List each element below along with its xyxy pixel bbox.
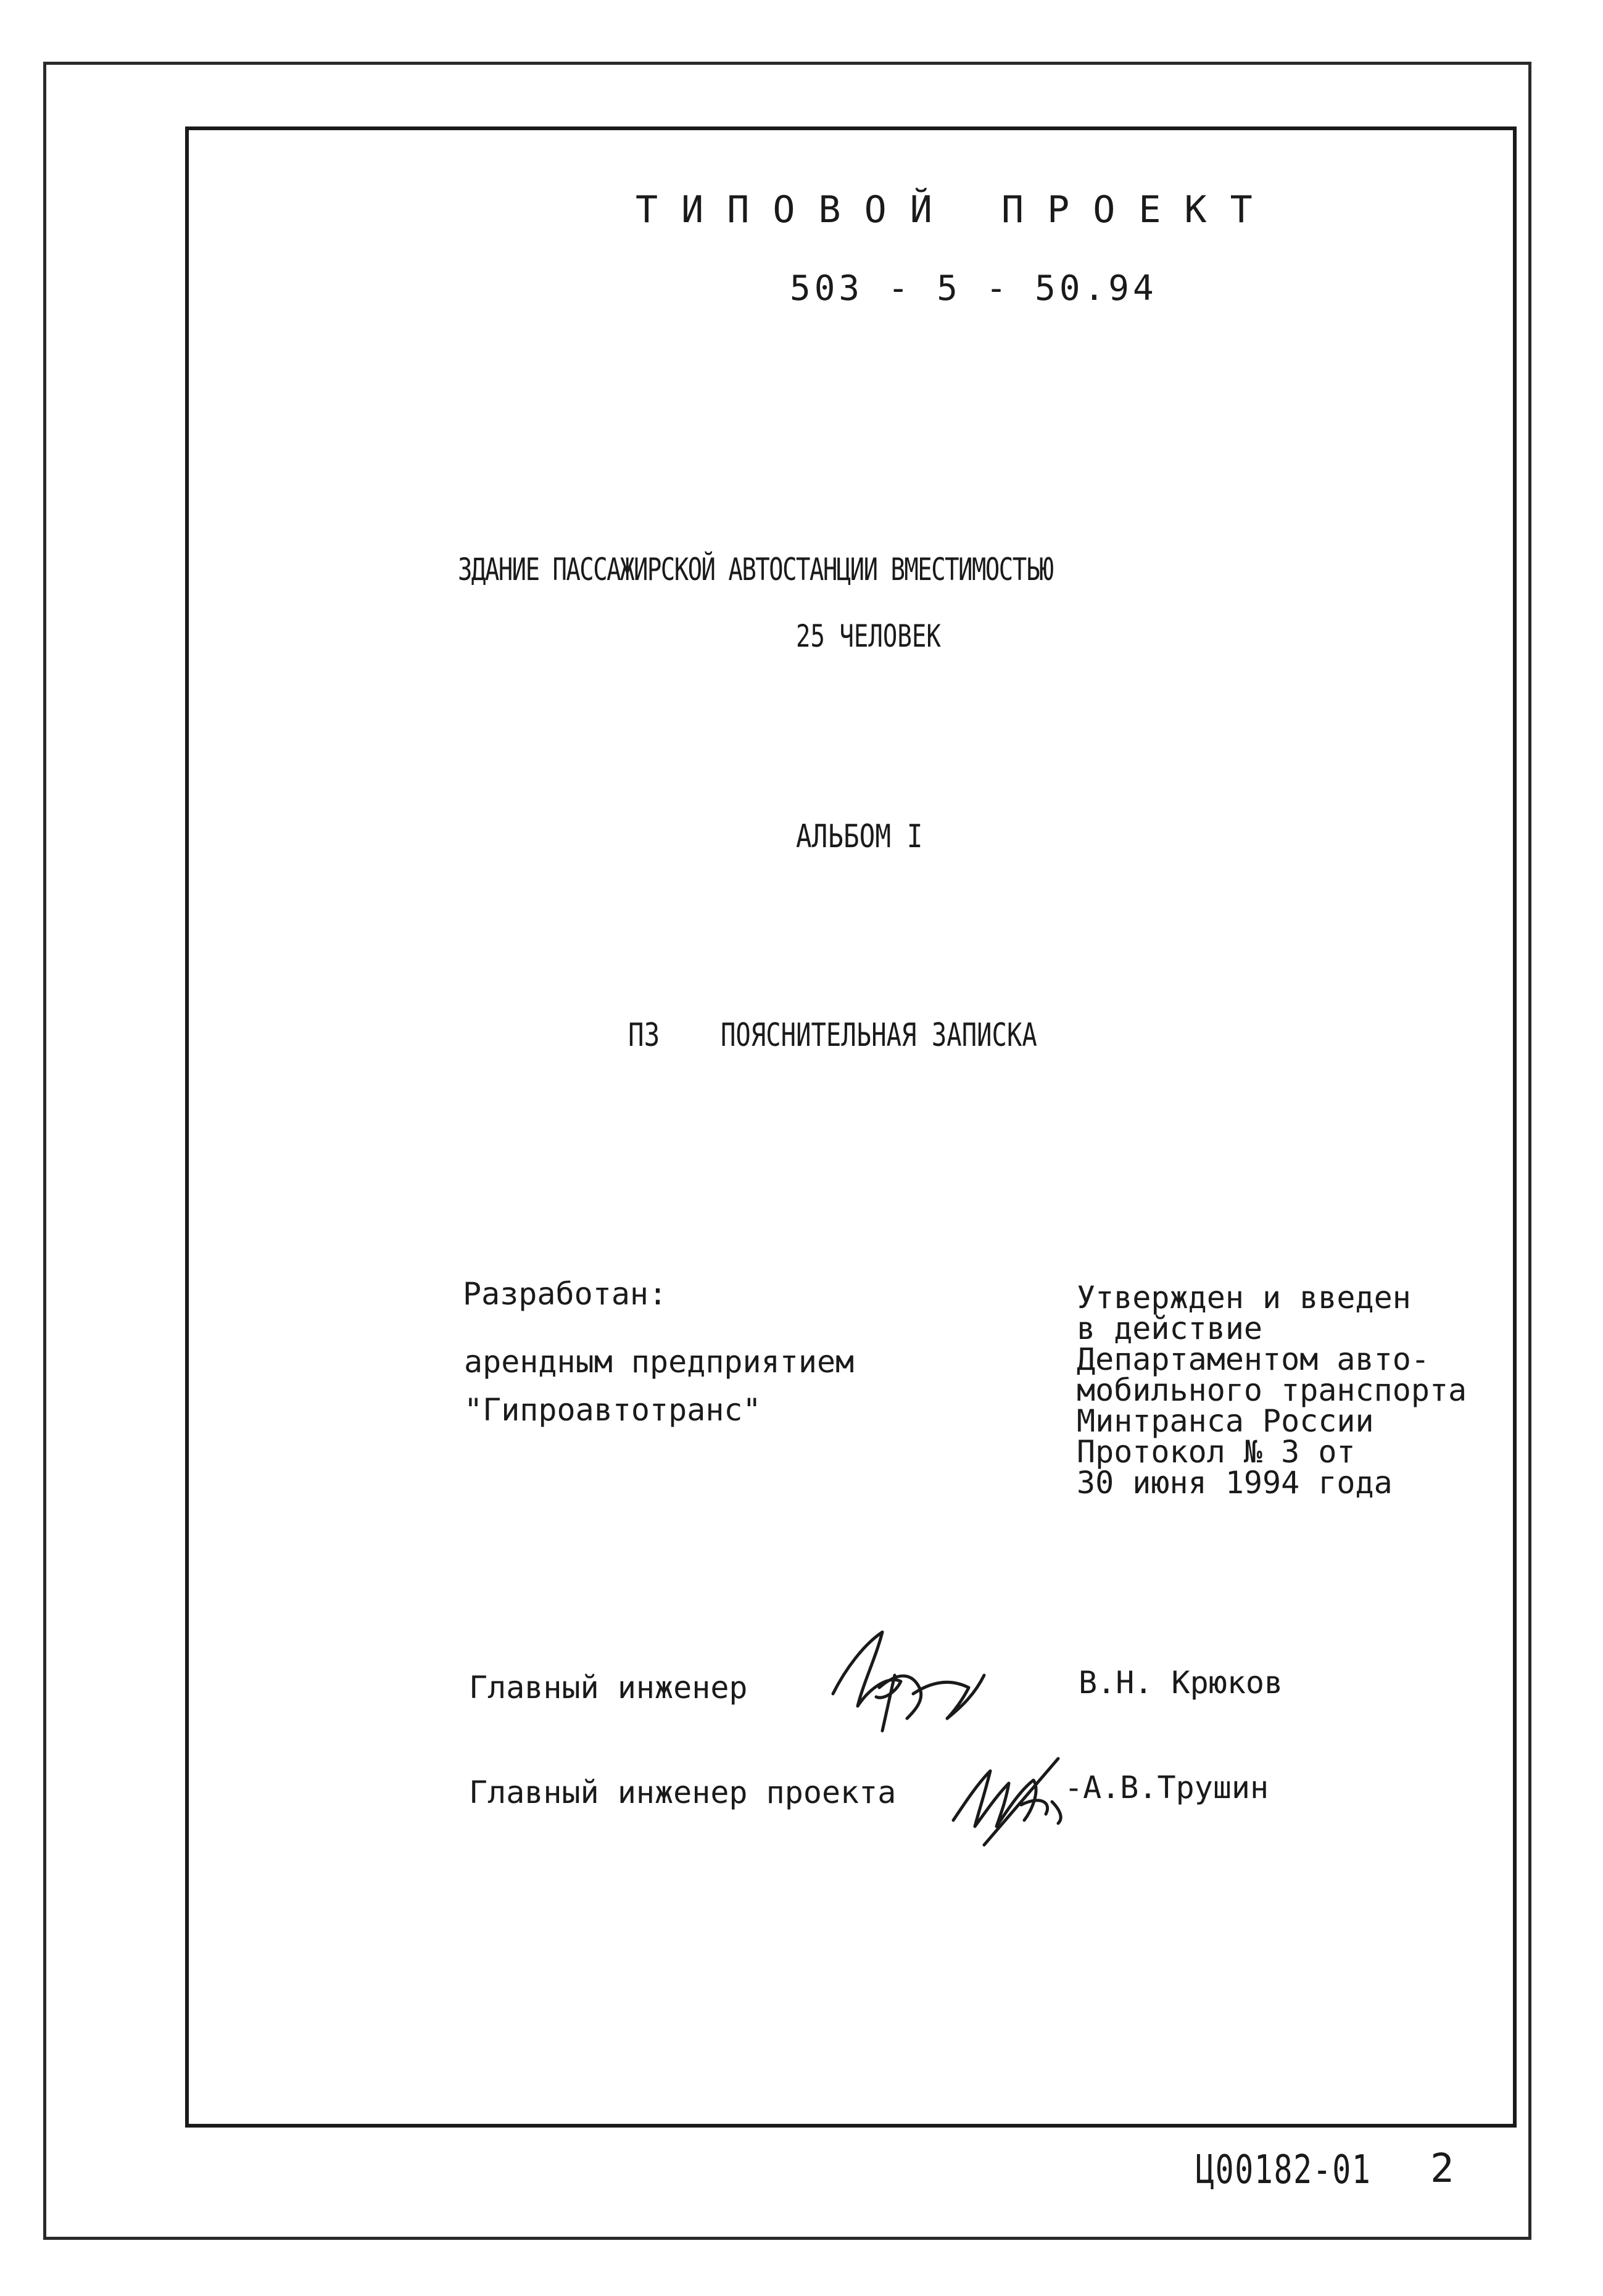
project-code: 503 - 5 - 50.94 — [790, 268, 1158, 309]
album-label: АЛЬБОМ I — [796, 818, 923, 855]
chief-engineer-name: В.Н. Крюков — [1079, 1665, 1283, 1701]
building-name-line-1: ЗДАНИЕ ПАССАЖИРСКОЙ АВТОСТАНЦИИ ВМЕСТИМОСТЬЮ — [458, 552, 1053, 587]
approval-line-4: мобильного транспорта — [1077, 1372, 1467, 1408]
developer-line-2: "Гипроавтотранс" — [464, 1392, 761, 1428]
approval-line-2: в действие — [1077, 1311, 1263, 1346]
section-title: ПОЯСНИТЕЛЬНАЯ ЗАПИСКА — [721, 1017, 1037, 1054]
document-number: Ц00182-01 — [1196, 2147, 1372, 2193]
approval-line-1: Утвержден и введен — [1077, 1280, 1411, 1316]
page-number: 2 — [1430, 2146, 1454, 2192]
approval-line-7: 30 июня 1994 года — [1077, 1465, 1393, 1501]
developer-line-1: арендным предприятием — [464, 1344, 855, 1380]
approval-line-6: Протокол № 3 от — [1077, 1434, 1356, 1470]
section-code: ПЗ — [628, 1017, 660, 1054]
chief-project-engineer-role: Главный инженер проекта — [469, 1775, 897, 1810]
developer-label: Разработан: — [463, 1276, 668, 1312]
building-name-line-2: 25 ЧЕЛОВЕК — [796, 618, 941, 654]
approval-line-5: Минтранса России — [1077, 1403, 1374, 1439]
chief-engineer-signature — [821, 1620, 993, 1737]
chief-project-engineer-name: -А.В.Трушин — [1064, 1770, 1269, 1805]
approval-line-3: Департаментом авто- — [1077, 1341, 1430, 1377]
chief-engineer-role: Главный инженер — [469, 1670, 748, 1705]
document-title: ТИПОВОЙ ПРОЕКТ — [636, 188, 1276, 231]
drawing-frame — [185, 126, 1517, 2128]
